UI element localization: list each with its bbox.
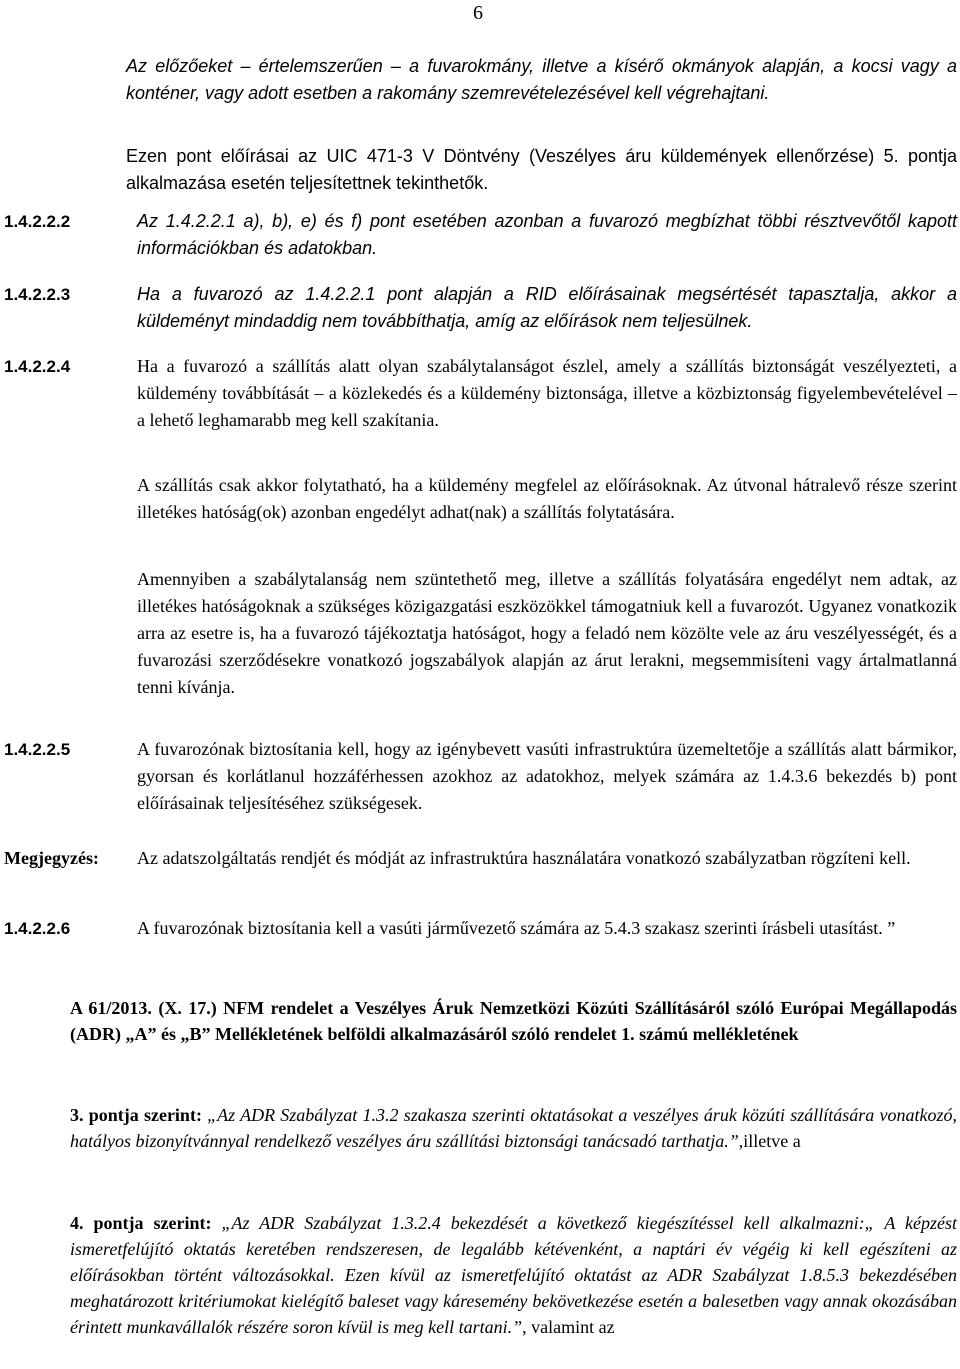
point-3-label: 3. pontja szerint: [70,1105,202,1125]
note-label: Megjegyzés: [4,848,99,868]
intro-text-1: Az előzőeket – értelemszerűen – a fuvarokmány, illetve a kísérő okmányok alapján, a kocsi vagy a konténer, vagy adott esetben a rakomány szemrevételezésével kell végrehajtani. [126,56,957,103]
point-3-quote: „Az ADR Szabályzat 1.3.2 szakasza szerinti oktatásokat a veszélyes áruk közúti szállítására vonatkozó, hatályos bizonyítvánnyal rendelkező veszélyes áru szállítási biztonsági tanácsadó tarthatja.” [70,1105,958,1151]
section-number: 1.4.2.2.2 [4,212,71,231]
section-number: 1.4.2.2.5 [4,740,71,759]
point-3-tail: ,illetve a [738,1131,801,1151]
section-text-p3: Amennyiben a szabálytalanság nem szüntethető meg, illetve a szállítás folyatására engedélyt nem adtak, az illetékes hatóságoknak a szükséges közigazgatási eszközökkel támogatniuk kell a fuvarozót. Ugyanez vonatkozik arra az esetre is, ha a fuvarozó tájékoztatja hatóságot, hogy a feladó nem közölte vele az áru veszélyességét, és a fuvarozási szerződésekre vonatkozó jogszabályok alapján az árut lerakni, megsemmisíteni vagy ártalmatlanná tenni kívánja. [137,569,957,697]
section-text: A fuvarozónak biztosítania kell a vasúti járművezető számára az 5.4.3 szakasz szerinti írásbeli utasítást. ” [137,918,896,938]
decree-title-text: A 61/2013. (X. 17.) NFM rendelet a Veszélyes Áruk Nemzetközi Közúti Szállításáról szóló Európai Megállapodás (ADR) „A” és „B” Mellékletének belföldi alkalmazásáról szóló rendelet 1. számú mellékletének [70,998,957,1044]
page-number: 6 [473,2,483,24]
intro-text-2: Ezen pont előírásai az UIC 471-3 V Döntvény (Veszélyes áru küldemények ellenőrzése) 5. pontja alkalmazása esetén teljesítettnek tekinthetők. [126,146,957,193]
section-number: 1.4.2.2.3 [4,285,71,304]
point-4-text [70,1210,957,1340]
section-text: Ha a fuvarozó az 1.4.2.2.1 pont alapján a RID előírásainak megsértését tapasztalja, akkor a küldeményt mindaddig nem továbbíthatja, amíg az előírások nem teljesülnek. [137,284,957,331]
section-number: 1.4.2.2.4 [4,357,71,376]
section-number: 1.4.2.2.6 [4,919,71,938]
section-text-p1: Ha a fuvarozó a szállítás alatt olyan szabálytalanságot észlel, amely a szállítás biztonságát veszélyezteti, a küldemény továbbítását – a közlekedés és a küldemény biztonsága, illetve a közbiztonság figyelembevételével – a lehető leghamarabb meg kell szakítania. [137,356,957,430]
note-text: Az adatszolgáltatás rendjét és módját az infrastruktúra használatára vonatkozó szabályzatban rögzíteni kell. [137,848,911,868]
point-3-text [70,1102,957,1154]
section-text-p2: A szállítás csak akkor folytatható, ha a küldemény megfelel az előírásoknak. Az útvonal hátralevő része szerint illetékes hatóság(ok) azonban engedélyt adhat(nak) a szállítás folytatására. [137,475,957,522]
point-4-tail: , valamint az [522,1317,615,1337]
point-4-label: 4. pontja szerint: [70,1213,212,1233]
section-text: A fuvarozónak biztosítania kell, hogy az igénybevett vasúti infrastruktúra üzemeltetője a szállítás alatt bármikor, gyorsan és korlátlanul hozzáférhessen azokhoz az adatokhoz, melyek számára az 1.4.3.6 bekezdés b) pont előírásainak teljesítéséhez szükségesek. [137,739,957,813]
point-4-quote: „Az ADR Szabályzat 1.3.2.4 bekezdését a következő kiegészítéssel kell alkalmazni:„ A képzést ismeretfelújító oktatás keretében rendszeresen, de legalább kétévenként, a naptári év végéig ki kell egészíteni az előírásokban történt változásokkal. Ezen kívül az ismeretfelújító oktatást az ADR Szabályzat 1.8.5.3 bekezdésében meghatározott kritériumokat kielégítő baleset vagy káresemény bekövetkezése esetén a balesetben vagy annak okozásában érintett munkavállalók részére soron kívül is meg kell tartani.” [70,1213,958,1337]
section-text: Az 1.4.2.2.1 a), b), e) és f) pont esetében azonban a fuvarozó megbízhat többi résztvevőtől kapott információkban és adatokban. [137,211,957,258]
